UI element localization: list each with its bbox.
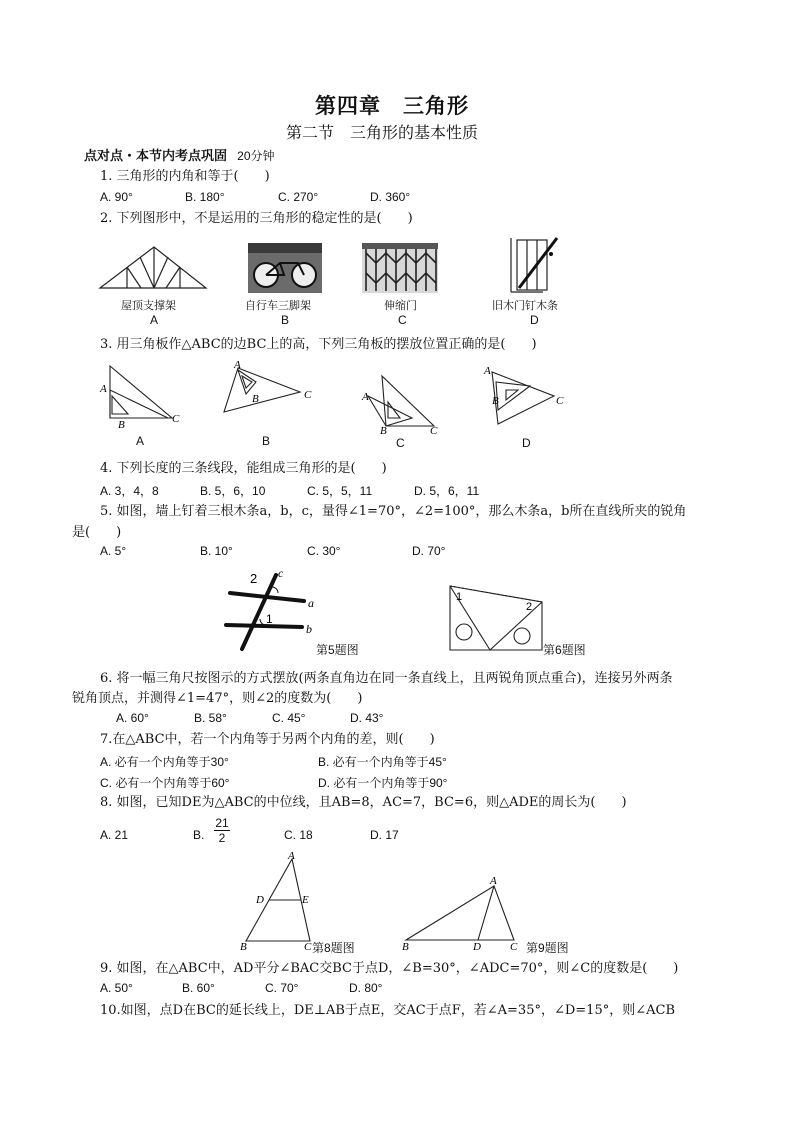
- q6-option-c: C. 45°: [272, 711, 306, 725]
- bicycle-photo: [248, 243, 322, 293]
- q5-option-b: B. 10°: [200, 544, 233, 558]
- q8-label-a: A: [288, 850, 295, 862]
- q8-label-d: D: [256, 894, 264, 906]
- q1-stem: 1. 三角形的内角和等于( ): [100, 169, 270, 184]
- q9-figure: [400, 876, 522, 952]
- q8-label-e: E: [302, 894, 309, 906]
- q9-option-d: D. 80°: [349, 981, 383, 995]
- q3b-label-c: C: [304, 389, 312, 401]
- old-door-figure: [507, 236, 561, 294]
- q9-label-b: B: [402, 941, 409, 953]
- q5-label-b: b: [306, 622, 312, 636]
- q8-option-a: A. 21: [100, 828, 129, 842]
- q3a-label-a: A: [100, 383, 107, 395]
- q4-option-b: B. 5，6，10: [200, 484, 266, 498]
- q3d-label-a: A: [484, 365, 491, 377]
- q3d-label-c: C: [556, 395, 564, 407]
- q1-option-d: D. 360°: [370, 190, 411, 204]
- q4-option-d: D. 5，6，11: [414, 484, 480, 498]
- q5-label-c: c: [278, 566, 284, 580]
- q7-option-b: B. 必有一个内角等于45°: [318, 755, 447, 769]
- q6-figure: [448, 584, 544, 652]
- q8-option-b: B.: [193, 828, 205, 842]
- q3b-label-a: A: [234, 359, 241, 371]
- q6-stem-line2: 锐角顶点，并测得∠1=47°，则∠2的度数为( ): [72, 691, 363, 706]
- section-title: 第二节 三角形的基本性质: [286, 123, 479, 142]
- q3-figure-b: [222, 360, 314, 420]
- q2-caption-a: 屋顶支撑架: [121, 299, 176, 312]
- q8-label-c: C: [304, 941, 312, 953]
- q4-option-c: C. 5，5，11: [307, 484, 373, 498]
- frac-numerator: 21: [215, 816, 229, 830]
- q3-figure-d: [484, 366, 570, 428]
- fig5-caption: 第5题图: [316, 643, 359, 657]
- q5-label-a: a: [308, 596, 314, 610]
- q3b-label-b: B: [252, 393, 259, 405]
- q9-option-b: B. 60°: [182, 981, 215, 995]
- q3c-label-a: A: [362, 391, 369, 403]
- chapter-title: 第四章 三角形: [315, 93, 469, 118]
- q3-letter-b: B: [262, 434, 271, 448]
- fig8-caption: 第8题图: [312, 941, 355, 955]
- q3d-label-b: B: [492, 395, 499, 407]
- q2-stem: 2. 下列图形中，不是运用的三角形的稳定性的是( ): [100, 211, 413, 226]
- q5-angle-1: 1: [266, 612, 273, 626]
- q2-caption-d: 旧木门钉木条: [492, 299, 558, 312]
- q6-option-a: A. 60°: [116, 711, 149, 725]
- q5-angle-2: 2: [250, 571, 258, 586]
- q9-stem: 9. 如图，在△ABC中，AD平分∠BAC交BC于点D，∠B=30°，∠ADC=70°，则∠C的度数是( ): [100, 961, 679, 976]
- q1-option-c: C. 270°: [278, 190, 319, 204]
- q6-angle-2: 2: [526, 601, 533, 613]
- q8-stem: 8. 如图，已知DE为△ABC的中位线，且AB=8，AC=7，BC=6，则△ADE的周长为( ): [100, 795, 627, 810]
- q3a-label-b: B: [118, 419, 125, 431]
- q3-letter-a: A: [136, 434, 145, 448]
- q1-option-b: B. 180°: [185, 190, 225, 204]
- q7-stem: 7.在△ABC中，若一个内角等于另两个内角的差，则( ): [100, 732, 435, 747]
- q3-letter-d: D: [522, 436, 531, 450]
- q4-option-a: A. 3，4，8: [100, 484, 159, 498]
- q2-caption-b: 自行车三脚架: [245, 299, 311, 312]
- q2-letter-b: B: [281, 313, 290, 327]
- q8-option-c: C. 18: [284, 828, 313, 842]
- q3c-label-b: B: [380, 425, 387, 437]
- q3-stem: 3. 用三角板作△ABC的边BC上的高，下列三角板的摆放位置正确的是( ): [100, 337, 537, 352]
- roof-truss-figure: [98, 243, 208, 293]
- section-time: 20分钟: [237, 149, 275, 163]
- q3a-label-c: C: [172, 413, 180, 425]
- q1-option-a: A. 90°: [100, 190, 133, 204]
- q9-option-a: A. 50°: [100, 981, 133, 995]
- q3-letter-c: C: [396, 436, 405, 450]
- q2-letter-d: D: [530, 313, 539, 327]
- q8-label-b: B: [240, 941, 247, 953]
- q9-option-c: C. 70°: [265, 981, 299, 995]
- q7-option-c: C. 必有一个内角等于60°: [100, 776, 230, 790]
- q7-option-a: A. 必有一个内角等于30°: [100, 755, 229, 769]
- q5-option-d: D. 70°: [412, 544, 446, 558]
- q8-option-d: D. 17: [370, 828, 399, 842]
- section-header: [84, 147, 275, 166]
- q6-option-b: B. 58°: [194, 711, 227, 725]
- q6-stem-line1: 6. 将一幅三角尺按图示的方式摆放(两条直角边在同一条直线上，且两锐角顶点重合)，连接另外两条: [100, 671, 673, 686]
- fig6-caption: 第6题图: [543, 643, 586, 657]
- q2-caption-c: 伸缩门: [384, 299, 417, 312]
- q2-letter-a: A: [150, 313, 159, 327]
- section-header-label: 点对点・本节内考点巩固: [84, 149, 228, 164]
- fig9-caption: 第9题图: [526, 941, 569, 955]
- q8-option-b-fraction: [214, 816, 230, 845]
- q2-letter-c: C: [398, 313, 407, 327]
- q5-stem-line2: 是( ): [72, 525, 122, 540]
- q5-option-a: A. 5°: [100, 544, 127, 558]
- q4-stem: 4. 下列长度的三条线段，能组成三角形的是( ): [100, 461, 387, 476]
- q7-option-d: D. 必有一个内角等于90°: [318, 776, 448, 790]
- q9-label-d: D: [473, 941, 481, 953]
- q5-figure: [220, 565, 330, 655]
- q5-option-c: C. 30°: [307, 544, 341, 558]
- q10-stem: 10.如图，点D在BC的延长线上，DE⊥AB于点E，交AC于点F，若∠A=35°，∠D=15°，则∠ACB: [100, 1003, 676, 1018]
- q9-label-a: A: [490, 875, 497, 887]
- q8-figure: [238, 851, 318, 953]
- q3c-label-c: C: [430, 425, 438, 437]
- q3-figure-c: [358, 372, 442, 436]
- folding-gate-photo: [362, 243, 438, 293]
- q6-option-d: D. 43°: [350, 711, 384, 725]
- q9-label-c: C: [510, 941, 518, 953]
- q3-figure-a: [98, 362, 188, 432]
- frac-denominator: 2: [218, 831, 226, 845]
- q5-stem-line1: 5. 如图，墙上钉着三根木条a，b，c，量得∠1=70°，∠2=100°，那么木条a，b所在直线所夹的锐角: [100, 504, 687, 519]
- q6-angle-1: 1: [456, 591, 463, 603]
